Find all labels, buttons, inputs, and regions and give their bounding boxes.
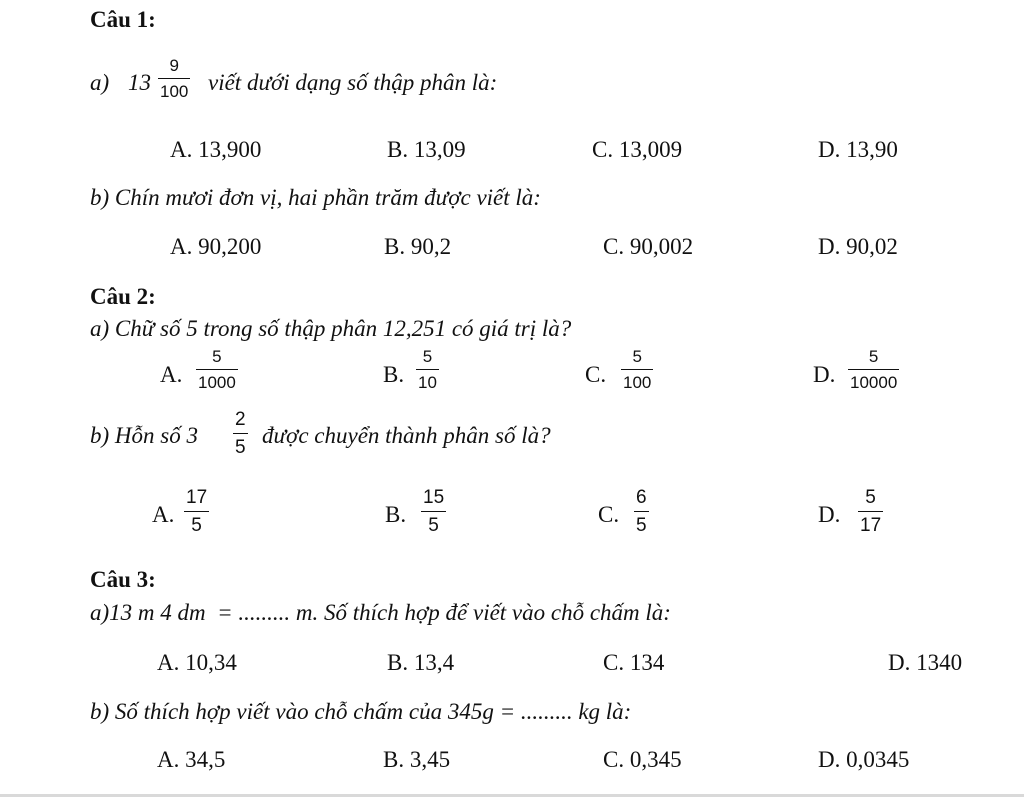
cau2-title: Câu 2: bbox=[90, 284, 156, 309]
cau3a-option-b: B. 13,4 bbox=[387, 650, 455, 675]
cau2b-option-c-letter: C. bbox=[598, 502, 620, 527]
cau1a-option-b: B. 13,09 bbox=[387, 137, 466, 162]
cau2a-option-b-letter: B. bbox=[383, 362, 405, 387]
fraction-denominator: 100 bbox=[160, 82, 189, 101]
cau2a-option-c-fraction bbox=[621, 348, 653, 391]
fraction-denominator: 5 bbox=[428, 515, 439, 536]
cau2a-option-a-letter: A. bbox=[160, 362, 183, 387]
fraction-numerator: 2 bbox=[235, 409, 246, 430]
fraction-denominator: 1000 bbox=[198, 373, 236, 392]
fraction-numerator: 5 bbox=[632, 347, 642, 366]
cau2b-option-b-letter: B. bbox=[385, 502, 407, 527]
cau2b-prefix: b) Hỗn số 3 bbox=[90, 423, 198, 448]
cau1b-option-b: B. 90,2 bbox=[384, 234, 452, 259]
cau1a-text: viết dưới dạng số thập phân là: bbox=[208, 70, 498, 95]
cau1b-option-c: C. 90,002 bbox=[603, 234, 694, 259]
fraction-denominator: 5 bbox=[235, 437, 246, 458]
cau3a-text: a)13 m 4 dm = ......... m. Số thích hợp để viết vào chỗ chấm là: bbox=[90, 600, 671, 625]
cau2b-option-c-fraction bbox=[634, 488, 649, 535]
cau2b-fraction bbox=[233, 410, 248, 457]
fraction-denominator: 10000 bbox=[850, 373, 898, 392]
cau3b-option-c: C. 0,345 bbox=[603, 747, 682, 772]
cau2a-option-d-letter: D. bbox=[813, 362, 836, 387]
fraction-numerator: 5 bbox=[865, 487, 876, 508]
fraction-numerator: 9 bbox=[169, 56, 179, 75]
cau1b-option-d: D. 90,02 bbox=[818, 234, 898, 259]
fraction-denominator: 5 bbox=[191, 515, 202, 536]
cau1-title: Câu 1: bbox=[90, 7, 156, 32]
fraction-numerator: 5 bbox=[868, 347, 879, 366]
fraction-denominator: 100 bbox=[623, 373, 652, 392]
cau3b-text: b) Số thích hợp viết vào chỗ chấm của 345g = ......... kg là: bbox=[90, 699, 632, 724]
cau2b-suffix: được chuyển thành phân số là? bbox=[262, 423, 551, 448]
cau1b-option-a: A. 90,200 bbox=[170, 234, 262, 259]
fraction-numerator: 5 bbox=[422, 347, 433, 366]
fraction-numerator: 6 bbox=[636, 487, 647, 508]
cau1a-label: a) bbox=[90, 70, 110, 95]
fraction-numerator: 5 bbox=[212, 347, 222, 366]
cau1a-option-d: D. 13,90 bbox=[818, 137, 898, 162]
top-edge bbox=[0, 0, 1024, 2]
fraction-numerator: 17 bbox=[186, 487, 208, 508]
cau2a-option-c-letter: C. bbox=[585, 362, 607, 387]
cau3a-option-d: D. 1340 bbox=[888, 650, 963, 675]
cau2b-option-b-fraction bbox=[421, 488, 446, 535]
cau2a-option-a-fraction bbox=[196, 348, 238, 391]
cau2b-option-a-fraction bbox=[184, 488, 209, 535]
cau3b-option-a: A. 34,5 bbox=[157, 747, 226, 772]
cau3-title: Câu 3: bbox=[90, 567, 156, 592]
cau2b-option-d-letter: D. bbox=[818, 502, 841, 527]
cau3b-option-d: D. 0,0345 bbox=[818, 747, 910, 772]
cau1a-option-c: C. 13,009 bbox=[592, 137, 683, 162]
cau2b-option-d-fraction bbox=[858, 488, 883, 535]
cau3a-option-a: A. 10,34 bbox=[157, 650, 237, 675]
cau3a-option-c: C. 134 bbox=[603, 650, 665, 675]
cau2a-option-b-fraction bbox=[416, 348, 439, 391]
cau2a-option-d-fraction bbox=[848, 348, 899, 391]
cau1a-fraction bbox=[158, 57, 190, 100]
cau3b-option-b: B. 3,45 bbox=[383, 747, 451, 772]
cau1b-text: b) Chín mươi đơn vị, hai phần trăm được viết là: bbox=[90, 185, 541, 210]
cau1a-whole: 13 bbox=[128, 70, 151, 95]
cau1a-option-a: A. 13,900 bbox=[170, 137, 262, 162]
fraction-denominator: 10 bbox=[418, 373, 437, 392]
fraction-numerator: 15 bbox=[423, 487, 445, 508]
cau2a-text: a) Chữ số 5 trong số thập phân 12,251 có giá trị là? bbox=[90, 316, 572, 341]
cau2b-option-a-letter: A. bbox=[152, 502, 175, 527]
fraction-denominator: 5 bbox=[636, 515, 647, 536]
fraction-denominator: 17 bbox=[860, 515, 882, 536]
